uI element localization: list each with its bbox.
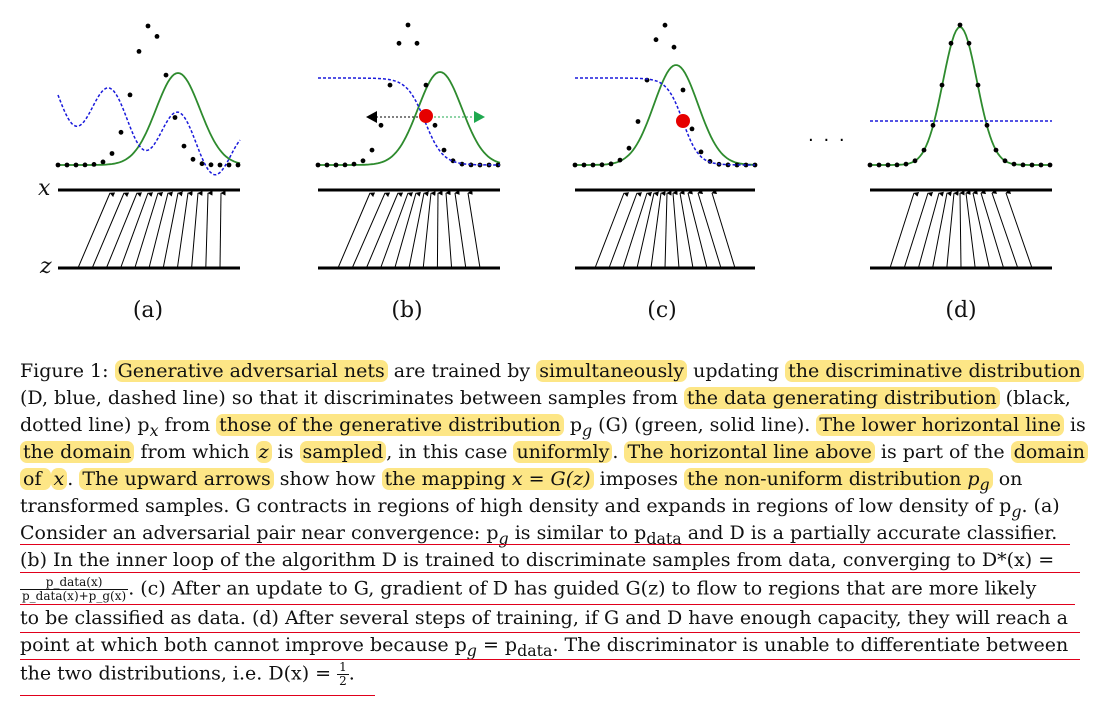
caption-text-a: (a) bbox=[1033, 495, 1060, 517]
caption-line-1 bbox=[20, 360, 1080, 383]
data-distribution-dot bbox=[949, 41, 954, 46]
data-distribution-dot bbox=[636, 119, 641, 124]
data-distribution-dot bbox=[164, 73, 169, 78]
caption-text: . bbox=[1021, 495, 1034, 517]
data-distribution-dot bbox=[424, 83, 429, 88]
mapping-arrow bbox=[665, 193, 667, 268]
data-distribution-dot bbox=[137, 49, 142, 54]
mapping-arrow bbox=[352, 193, 385, 268]
mapping-arrow bbox=[609, 193, 637, 268]
data-distribution-dot bbox=[618, 158, 623, 163]
data-distribution-dot bbox=[415, 41, 420, 46]
data-distribution-dot bbox=[352, 162, 357, 167]
data-distribution-dot bbox=[895, 163, 900, 168]
mapping-arrow bbox=[918, 193, 939, 268]
mapping-arrow bbox=[446, 193, 452, 268]
mapping-arrow bbox=[992, 193, 1018, 268]
gan-figure bbox=[0, 0, 1098, 340]
caption-line-6 bbox=[20, 495, 1080, 523]
mapping-arrow bbox=[712, 193, 735, 268]
data-distribution-dot bbox=[388, 83, 393, 88]
highlight-domain: domain bbox=[1011, 441, 1088, 463]
subscript-g: g bbox=[498, 528, 509, 548]
mapping-arrow bbox=[623, 193, 647, 268]
highlight-simultaneously: simultaneously bbox=[536, 360, 687, 382]
highlight-x: x bbox=[51, 468, 68, 490]
subscript-g: g bbox=[1011, 501, 1022, 521]
subfigure-label-d: (d) bbox=[945, 298, 977, 323]
mapping-arrow bbox=[637, 193, 654, 268]
data-distribution-dot bbox=[146, 24, 151, 29]
data-distribution-dot bbox=[1030, 163, 1035, 168]
figure-caption bbox=[0, 352, 1098, 703]
caption-line-9 bbox=[20, 576, 1080, 603]
subscript-data: data bbox=[646, 528, 682, 548]
data-distribution-dot bbox=[582, 163, 587, 168]
data-distribution-dot bbox=[343, 163, 348, 168]
data-distribution-dot bbox=[931, 123, 936, 128]
caption-text: imposes bbox=[593, 468, 685, 490]
mapping-arrow bbox=[106, 193, 137, 268]
caption-text: . bbox=[348, 662, 355, 685]
red-marker-b bbox=[419, 109, 433, 123]
caption-text: to be classified as data. (d) After several steps of training, if G and D have enough capacity, they will reach a bbox=[20, 607, 1068, 629]
data-distribution-dot bbox=[325, 163, 330, 168]
data-distribution-dot bbox=[200, 161, 205, 166]
data-distribution-dot bbox=[922, 148, 927, 153]
highlight-lower-horizontal-line: The lower horizontal line bbox=[816, 414, 1064, 436]
data-distribution-dot bbox=[173, 115, 178, 120]
caption-text: = p bbox=[476, 634, 518, 656]
caption-text: (b) In the inner loop of the algorithm D is trained to discriminate samples from data, converging to D*(x) = bbox=[20, 549, 1055, 571]
data-distribution-dot bbox=[985, 123, 990, 128]
caption-line-8 bbox=[20, 549, 1080, 572]
data-distribution-dot bbox=[334, 163, 339, 168]
subscript-g: g bbox=[979, 474, 990, 494]
mapping-arrow bbox=[366, 193, 398, 268]
data-distribution-dot bbox=[397, 41, 402, 46]
mapping-arrow bbox=[698, 193, 721, 268]
mapping-arrow bbox=[904, 193, 928, 268]
mapping-arrow bbox=[395, 193, 416, 268]
caption-text: is bbox=[271, 441, 300, 463]
data-distribution-dot bbox=[681, 88, 686, 93]
mapping-arrow bbox=[423, 193, 431, 268]
data-distribution-dot bbox=[83, 163, 88, 168]
math-p: p bbox=[967, 468, 980, 490]
caption-line-2 bbox=[20, 387, 1080, 410]
data-distribution-dot bbox=[600, 162, 605, 167]
data-distribution-dot bbox=[663, 23, 668, 28]
caption-text: dotted line) p bbox=[20, 414, 150, 436]
highlight-discriminative-distribution: the discriminative distribution bbox=[785, 360, 1084, 382]
data-distribution-dot bbox=[573, 163, 578, 168]
data-distribution-dot bbox=[155, 34, 160, 39]
caption-text: from which bbox=[134, 441, 256, 463]
highlight-z: z bbox=[256, 441, 272, 463]
caption-text: on bbox=[992, 468, 1023, 490]
data-distribution-dot bbox=[994, 148, 999, 153]
data-distribution-dot bbox=[591, 163, 596, 168]
caption-text: (G) (green, solid line). bbox=[592, 414, 817, 436]
data-distribution-dot bbox=[442, 148, 447, 153]
mapping-arrow bbox=[1006, 193, 1032, 268]
subscript-g: g bbox=[582, 420, 593, 440]
mapping-arrow bbox=[206, 193, 208, 268]
data-distribution-dot bbox=[361, 158, 366, 163]
data-distribution-dot bbox=[101, 160, 106, 165]
data-distribution-dot bbox=[236, 163, 241, 168]
caption-text: is part of the bbox=[874, 441, 1011, 463]
subscript-x: x bbox=[149, 420, 159, 440]
highlight-of: of bbox=[20, 468, 51, 490]
mapping-arrow bbox=[651, 193, 661, 268]
data-distribution-dot bbox=[958, 23, 963, 28]
subscript-data: data bbox=[517, 640, 553, 660]
data-distribution-dot bbox=[654, 37, 659, 42]
caption-text: . bbox=[67, 468, 80, 490]
data-distribution-dot bbox=[1003, 158, 1008, 163]
data-distribution-dot bbox=[370, 148, 375, 153]
data-distribution-dot bbox=[609, 162, 614, 167]
subfigure-label-b: (b) bbox=[391, 298, 423, 323]
mapping-arrow bbox=[960, 193, 961, 268]
annotation-underline bbox=[20, 572, 1080, 573]
highlight-generative-distribution: those of the generative distribution bbox=[216, 414, 564, 436]
generator-distribution-curve bbox=[318, 72, 500, 165]
data-distribution-dot bbox=[1048, 163, 1053, 168]
annotation-underline bbox=[20, 632, 1080, 633]
caption-text: the non-uniform distribution bbox=[687, 468, 968, 490]
data-distribution-dot bbox=[92, 162, 97, 167]
fraction-denominator: 2 bbox=[339, 674, 347, 688]
mapping-arrow bbox=[192, 193, 198, 268]
caption-text: p bbox=[563, 414, 582, 436]
mapping-arrow bbox=[220, 193, 221, 268]
data-distribution-dot bbox=[672, 45, 677, 50]
caption-text: , in this case bbox=[386, 441, 514, 463]
generator-distribution-curve bbox=[58, 73, 240, 165]
data-distribution-dot bbox=[316, 163, 321, 168]
caption-text: and D is a partially accurate classifier. bbox=[681, 522, 1058, 544]
mapping-arrow bbox=[595, 193, 624, 268]
data-distribution-dot bbox=[128, 93, 133, 98]
caption-text: from bbox=[158, 414, 217, 436]
highlight-non-uniform-distribution bbox=[684, 468, 993, 494]
data-distribution-dot bbox=[209, 162, 214, 167]
caption-line-4 bbox=[20, 441, 1085, 464]
mapping-arrow bbox=[673, 193, 679, 268]
data-distribution-dot bbox=[227, 163, 232, 168]
data-distribution-dot bbox=[627, 146, 632, 151]
data-distribution-dot bbox=[699, 150, 704, 155]
mapping-arrow bbox=[468, 193, 480, 268]
mapping-arrow bbox=[890, 193, 914, 268]
mapping-formula: x = G(z) bbox=[511, 468, 591, 490]
mapping-arrow bbox=[973, 193, 989, 268]
annotation-underline bbox=[20, 659, 1080, 660]
mapping-arrow bbox=[437, 193, 438, 268]
highlight-data-generating-distribution: the data generating distribution bbox=[684, 387, 1000, 409]
one-half-fraction bbox=[337, 661, 349, 688]
caption-line-7 bbox=[20, 522, 1080, 550]
data-distribution-dot bbox=[379, 123, 384, 128]
fraction-denominator: p_data(x)+p_g(x) bbox=[22, 589, 127, 603]
discriminator-curve bbox=[575, 78, 755, 165]
red-marker-c bbox=[676, 114, 690, 128]
data-distribution-dot bbox=[1039, 163, 1044, 168]
data-distribution-dot bbox=[218, 163, 223, 168]
right-arrowhead-icon bbox=[474, 111, 485, 123]
mapping-arrow bbox=[947, 193, 954, 268]
ellipsis-text: · · · bbox=[808, 130, 847, 151]
annotation-underline bbox=[20, 604, 1075, 605]
caption-text: . (c) After an update to G, gradient of D has guided G(z) to flow to regions that are more likely bbox=[128, 577, 1037, 600]
x-axis-label: x bbox=[38, 176, 51, 201]
caption-line-5 bbox=[20, 468, 1080, 496]
subfigure-label-c: (c) bbox=[647, 298, 677, 323]
highlight-sampled: sampled bbox=[300, 441, 387, 463]
data-distribution-dot bbox=[1021, 163, 1026, 168]
highlight-upward-arrows: The upward arrows bbox=[79, 468, 273, 490]
caption-prefix: Figure 1: bbox=[20, 360, 115, 382]
fraction-numerator: p_data(x) bbox=[20, 576, 128, 590]
caption-text: point at which both cannot improve because p bbox=[20, 634, 467, 656]
caption-text: transformed samples. G contracts in regions of high density and expands in regions of low density of p bbox=[20, 495, 1012, 517]
caption-line-3 bbox=[20, 414, 1086, 442]
caption-text: Consider an adversarial pair near convergence: p bbox=[20, 522, 499, 544]
data-distribution-dot bbox=[976, 83, 981, 88]
data-distribution-dot bbox=[191, 157, 196, 162]
data-distribution-dot bbox=[74, 163, 79, 168]
z-axis-label: z bbox=[40, 254, 52, 279]
annotation-underline bbox=[20, 544, 1070, 545]
caption-text: is bbox=[1063, 414, 1086, 436]
mapping-arrow bbox=[92, 193, 124, 268]
subscript-g: g bbox=[466, 640, 477, 660]
data-distribution-dot bbox=[119, 130, 124, 135]
generator-distribution-curve bbox=[575, 65, 755, 165]
highlight-generative-adversarial-nets: Generative adversarial nets bbox=[115, 360, 388, 382]
data-distribution-dot bbox=[904, 162, 909, 167]
data-distribution-dot bbox=[1012, 162, 1017, 167]
generator-distribution-curve bbox=[870, 27, 1052, 165]
data-distribution-dot bbox=[868, 163, 873, 168]
data-distribution-dot bbox=[56, 163, 61, 168]
fraction-numerator: 1 bbox=[339, 660, 347, 674]
data-distribution-dot bbox=[433, 123, 438, 128]
data-distribution-dot bbox=[877, 163, 882, 168]
caption-text: show how bbox=[273, 468, 382, 490]
mapping-arrow bbox=[966, 193, 975, 268]
data-distribution-dot bbox=[967, 41, 972, 46]
caption-line-10 bbox=[20, 607, 1080, 630]
highlight-the-mapping bbox=[382, 468, 594, 490]
caption-text: (D, blue, dashed line) so that it discriminates between samples from bbox=[20, 387, 684, 409]
annotation-underline bbox=[20, 695, 375, 696]
highlight-horizontal-line-above: The horizontal line above bbox=[624, 441, 874, 463]
mapping-arrow bbox=[409, 193, 424, 268]
caption-line-12 bbox=[20, 661, 1080, 688]
highlight-uniformly: uniformly bbox=[513, 441, 612, 463]
subfigure-label-a: (a) bbox=[132, 298, 164, 323]
mapping-arrow bbox=[933, 193, 947, 268]
discriminator-curve bbox=[318, 78, 500, 165]
mapping-arrow bbox=[78, 193, 110, 268]
data-distribution-dot bbox=[940, 83, 945, 88]
mapping-arrow bbox=[381, 193, 408, 268]
data-distribution-dot bbox=[406, 23, 411, 28]
highlight-the-domain: the domain bbox=[20, 441, 134, 463]
data-distribution-dot bbox=[886, 163, 891, 168]
data-distribution-dot bbox=[110, 151, 115, 156]
mapping-arrow bbox=[981, 193, 1004, 268]
caption-text: the two distributions, i.e. D(x) = bbox=[20, 662, 338, 685]
caption-text: is similar to p bbox=[508, 522, 647, 544]
mapping-arrow bbox=[455, 193, 466, 268]
mapping-arrow bbox=[338, 193, 370, 268]
mapping-arrow bbox=[121, 193, 148, 268]
discriminator-curve bbox=[58, 88, 240, 175]
data-distribution-dot bbox=[913, 158, 918, 163]
caption-text: . The discriminator is unable to differentiate between bbox=[552, 634, 1069, 656]
optimal-discriminator-fraction bbox=[20, 576, 128, 603]
mapping-arrow bbox=[177, 193, 188, 268]
left-arrowhead-icon bbox=[366, 111, 377, 123]
caption-text: (black, bbox=[999, 387, 1071, 409]
caption-text: updating bbox=[687, 360, 786, 382]
caption-text: are trained by bbox=[387, 360, 537, 382]
data-distribution-dot bbox=[65, 163, 70, 168]
caption-text: the mapping bbox=[384, 468, 512, 490]
caption-line-11 bbox=[20, 634, 1080, 662]
data-distribution-dot bbox=[182, 144, 187, 149]
data-distribution-dot bbox=[690, 126, 695, 131]
mapping-arrow bbox=[135, 193, 158, 268]
caption-text: . bbox=[612, 441, 625, 463]
